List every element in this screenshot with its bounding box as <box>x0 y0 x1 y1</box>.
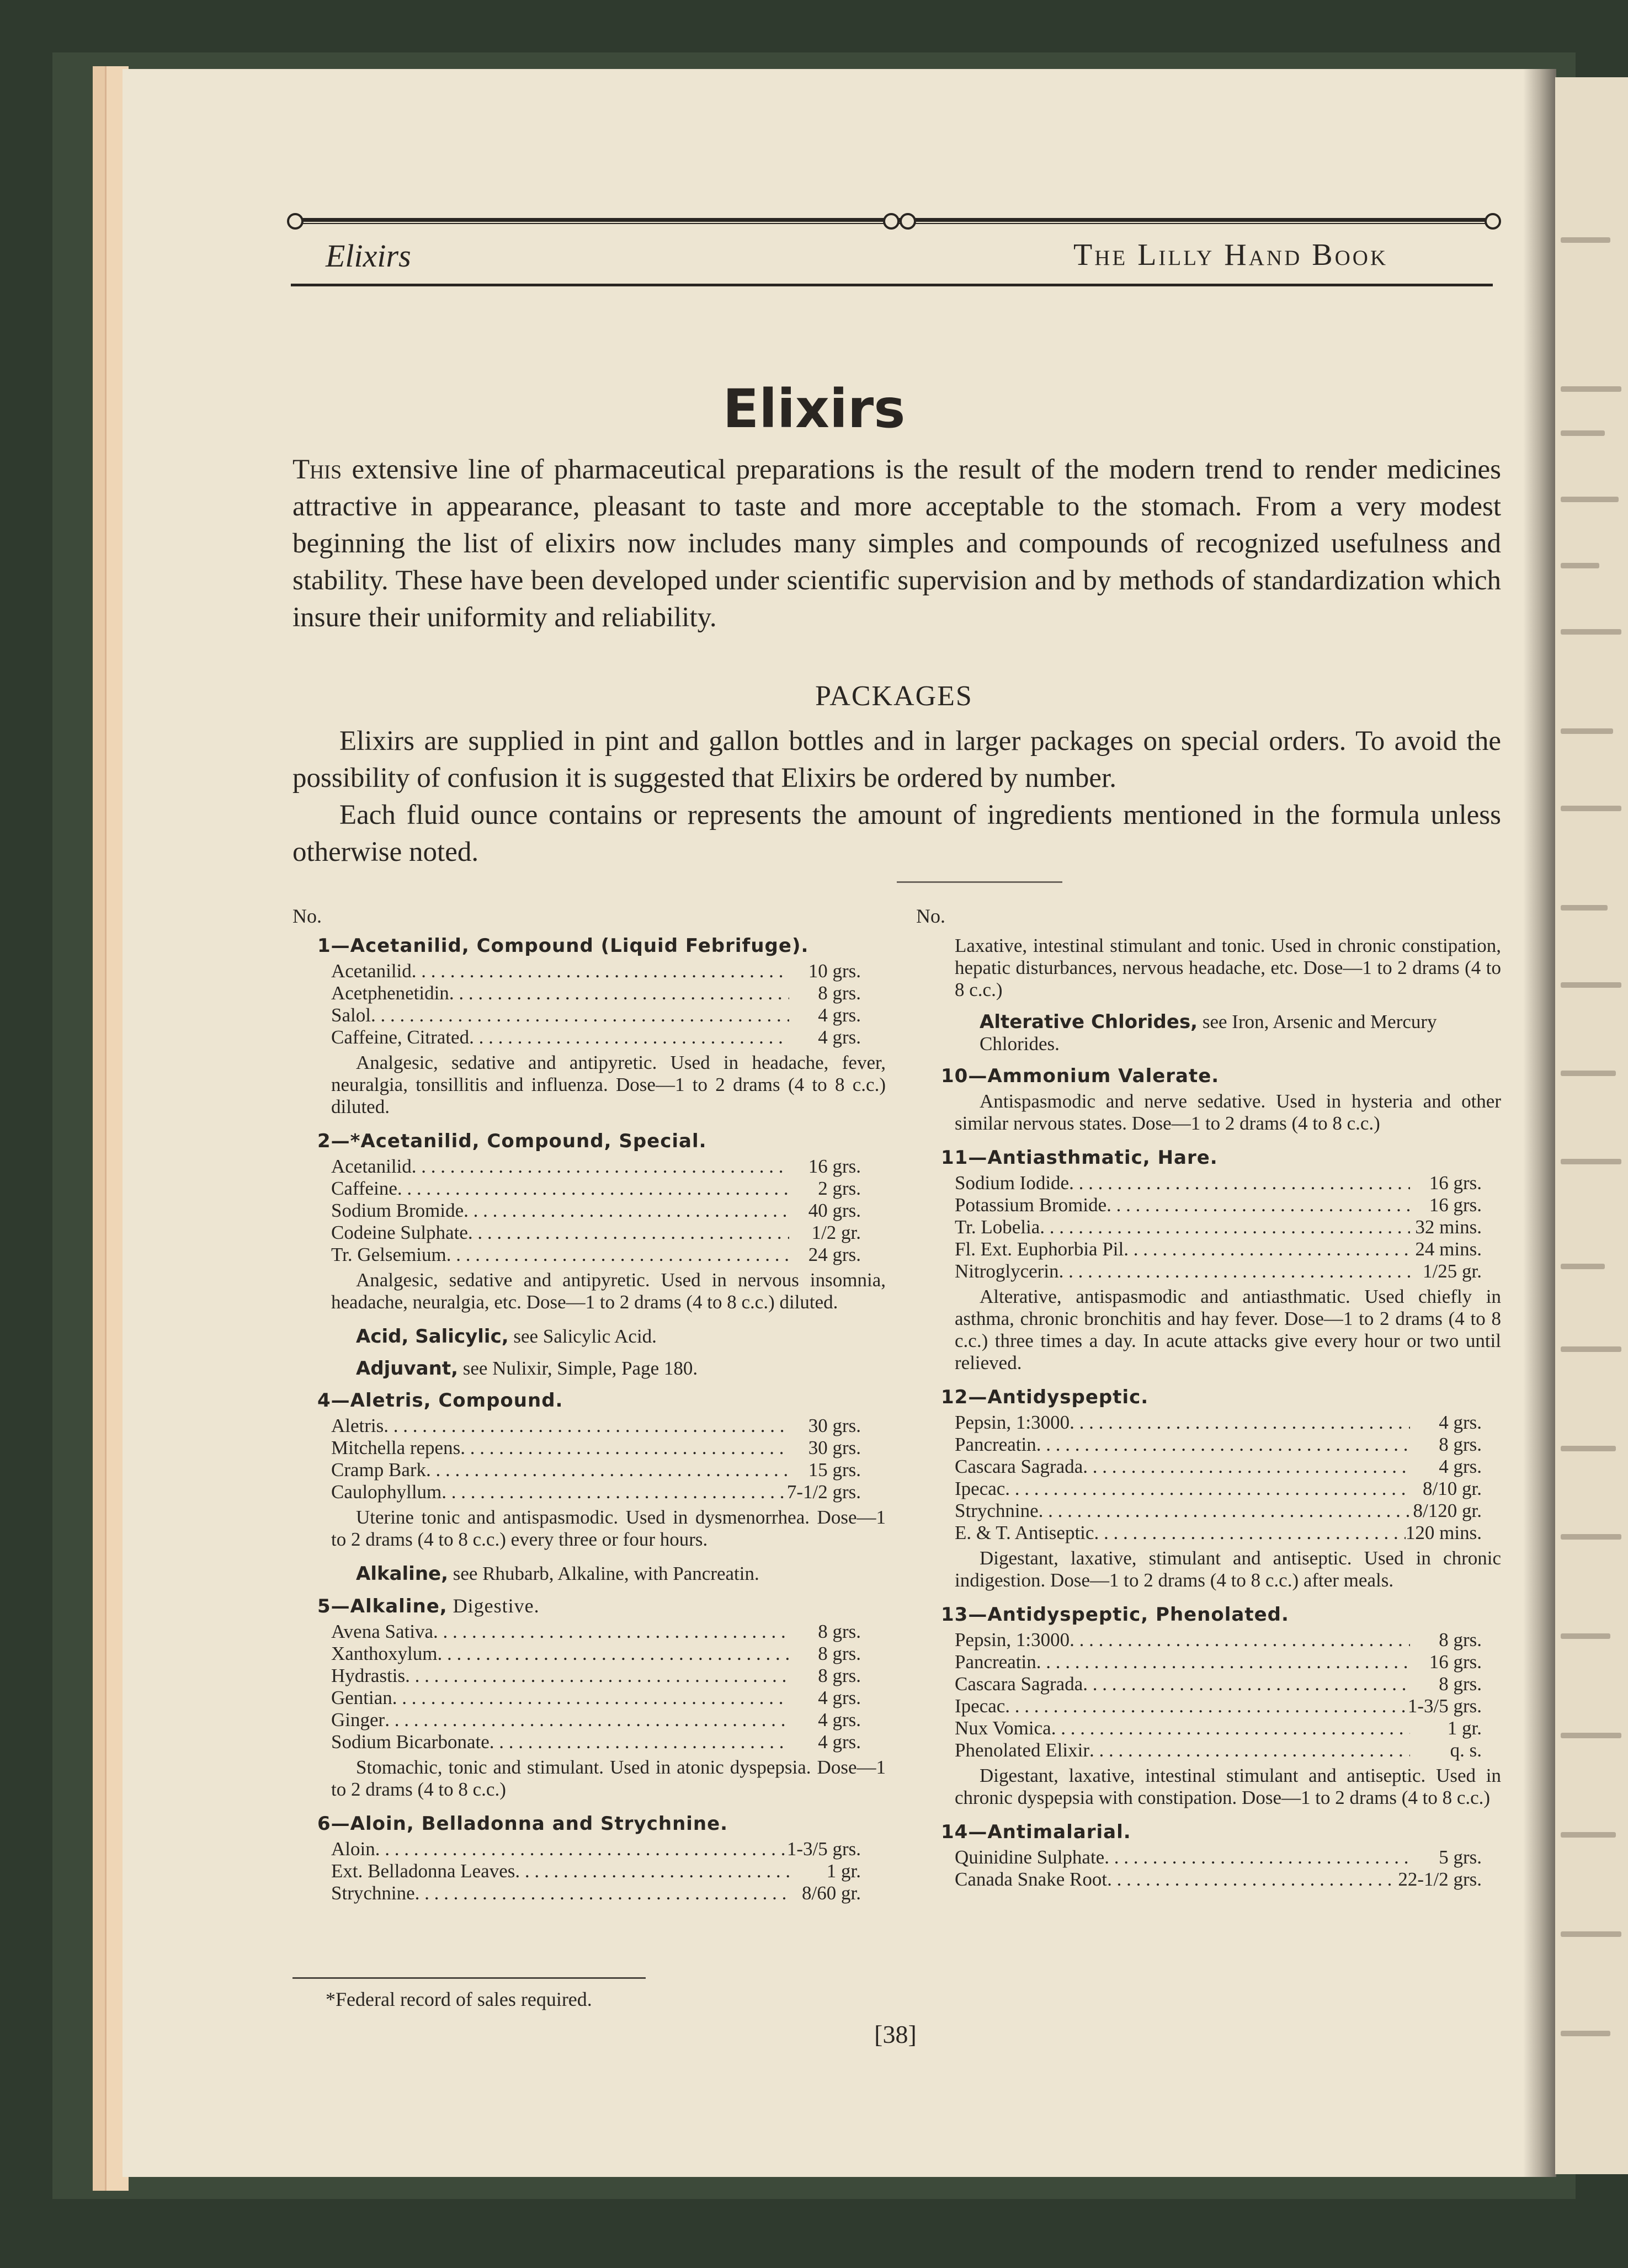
elixir-entry-5 <box>292 1595 886 1801</box>
number-label: No. <box>916 905 945 927</box>
intro-paragraph <box>292 451 1501 636</box>
ingredient-row: Caffeine, Citrated . . . 4 grs. <box>331 1026 861 1048</box>
page-number: [38] <box>874 2020 917 2048</box>
ingredient-row: Pancreatin . . . 8 grs. <box>955 1434 1482 1456</box>
ingredient-row: Xanthoxylum . . . 8 grs. <box>331 1643 861 1665</box>
entry-title: 13—Antidyspeptic, Phenolated. <box>941 1604 1289 1626</box>
ingredient-row: Avena Sativa . . . 8 grs. <box>331 1621 861 1643</box>
entry-description: Alterative, antispasmodic and antiasthmatic. Used chiefly in asthma, chronic bronchitis and hay fever. Dose—1 to 2 drams (4 to 8 c.c.) three times a day. In acute attacks give every hour or two until relieved. <box>955 1286 1501 1373</box>
ingredient-row: Aletris . . . 30 grs. <box>331 1415 861 1437</box>
header-rule <box>291 284 1493 286</box>
footnote-rule <box>292 1977 646 1979</box>
ingredient-row: Ginger . . . 4 grs. <box>331 1709 861 1731</box>
elixir-entry-2 <box>292 1130 886 1313</box>
ingredient-row: Pepsin, 1:3000 . . . 4 grs. <box>955 1412 1482 1434</box>
ingredient-row: Potassium Bromide . . . 16 grs. <box>955 1194 1482 1216</box>
ingredient-row: Strychnine . . . 8/120 gr. <box>955 1500 1482 1522</box>
ingredient-row: Sodium Bromide . . . 40 grs. <box>331 1200 861 1222</box>
entry-description: Analgesic, sedative and antipyretic. Used in headache, fever, neuralgia, tonsillitis and influenza. Dose—1 to 2 drams (4 to 8 c.c.) diluted. <box>331 1052 886 1117</box>
footnote: *Federal record of sales required. <box>326 1988 592 2010</box>
elixir-entry-14 <box>916 1821 1501 1891</box>
entry-description: Analgesic, sedative and antipyretic. Used in nervous insomnia, headache, neuralgia, etc. Dose—1 to 2 drams (4 to 8 c.c.) diluted. <box>331 1269 886 1313</box>
ingredient-row: Ipecac . . . 8/10 gr. <box>955 1478 1482 1500</box>
ingredient-row: Hydrastis . . . 8 grs. <box>331 1665 861 1687</box>
elixir-entry-1 <box>292 935 886 1118</box>
entry-title: 11—Antiasthmatic, Hare. <box>941 1147 1218 1169</box>
cross-reference: Alkaline, see Rhubarb, Alkaline, with Pancreatin. <box>356 1563 759 1585</box>
ingredient-row: Salol . . . 4 grs. <box>331 1004 861 1026</box>
entry-title: 10—Ammonium Valerate. <box>941 1065 1220 1087</box>
ingredient-row: Aloin . . . 1-3/5 grs. <box>331 1838 861 1860</box>
elixir-entry-13 <box>916 1604 1501 1809</box>
cross-reference: Adjuvant, see Nulixir, Simple, Page 180. <box>356 1357 698 1380</box>
entry-title: 4—Aletris, Compound. <box>317 1389 563 1412</box>
entry-description: Stomachic, tonic and stimulant. Used in atonic dyspepsia. Dose—1 to 2 drams (4 to 8 c.c.) <box>331 1756 886 1800</box>
entry-title: 2—*Acetanilid, Compound, Special. <box>317 1130 707 1152</box>
section-divider <box>897 881 1062 883</box>
elixir-entry-10 <box>916 1065 1501 1135</box>
right-column <box>916 905 1501 1903</box>
ingredient-row: Phenolated Elixir . . . q. s. <box>955 1739 1482 1761</box>
elixir-entry-4 <box>292 1389 886 1551</box>
elixir-entry-6 <box>292 1813 886 1904</box>
ingredient-row: Ext. Belladonna Leaves . . . 1 gr. <box>331 1860 861 1882</box>
ingredient-row: Strychnine . . . 8/60 gr. <box>331 1882 861 1904</box>
ingredient-row: Tr. Lobelia . . . 32 mins. <box>955 1216 1482 1238</box>
ingredient-row: Pancreatin . . . 16 grs. <box>955 1651 1482 1673</box>
entry-title: 14—Antimalarial. <box>941 1821 1131 1843</box>
running-header-left: Elixirs <box>326 238 411 274</box>
ingredient-row: Gentian . . . 4 grs. <box>331 1687 861 1709</box>
ingredient-row: Tr. Gelsemium . . . 24 grs. <box>331 1244 861 1266</box>
intro-text: extensive line of pharmaceutical preparations is the result of the modern trend to render medicines attractive in appearance, pleasant to taste and more acceptable to the stomach. From a very modest beginning the list of elixirs now includes many simples and compounds of recognized usefulness and stability. These have been developed under scientific supervision and by methods of standardization which insure their uniformity and reliability. <box>292 454 1501 633</box>
ingredient-row: Codeine Sulphate . . . 1/2 gr. <box>331 1222 861 1244</box>
entry-title: 6—Aloin, Belladonna and Strychnine. <box>317 1813 728 1835</box>
continued-description: Laxative, intestinal stimulant and tonic. Used in chronic constipation, hepatic disturbances, nervous headache, etc. Dose—1 to 2 drams (4 to 8 c.c.) <box>955 935 1501 1000</box>
ingredient-row: Canada Snake Root . . . 22-1/2 grs. <box>955 1868 1482 1891</box>
elixir-entry-11 <box>916 1147 1501 1374</box>
entry-description: Uterine tonic and antispasmodic. Used in dysmenorrhea. Dose—1 to 2 drams (4 to 8 c.c.) every three or four hours. <box>331 1506 886 1550</box>
running-header-right: The Lilly Hand Book <box>1073 238 1388 272</box>
ingredient-row: Cramp Bark . . . 15 grs. <box>331 1459 861 1481</box>
entry-description: Antispasmodic and nerve sedative. Used in hysteria and other similar nervous states. Dose—1 to 2 drams (4 to 8 c.c.) <box>955 1090 1501 1134</box>
ingredient-row: Sodium Bicarbonate . . . 4 grs. <box>331 1731 861 1753</box>
ingredient-row: Acetanilid . . . 16 grs. <box>331 1156 861 1178</box>
packages-paragraph-1: Elixirs are supplied in pint and gallon bottles and in larger packages on special orders. To avoid the possibility of confusion it is suggested that Elixirs be ordered by number. <box>292 726 1501 794</box>
ingredient-row: E. & T. Antiseptic . . . 120 mins. <box>955 1522 1482 1544</box>
entry-title: 5—Alkaline, Digestive. <box>317 1595 540 1617</box>
number-label: No. <box>292 905 322 927</box>
elixir-entry-12 <box>916 1386 1501 1591</box>
page-title: Elixirs <box>722 378 906 440</box>
ingredient-row: Cascara Sagrada . . . 8 grs. <box>955 1673 1482 1695</box>
cross-reference: Acid, Salicylic, see Salicylic Acid. <box>356 1325 657 1348</box>
packages-text <box>292 723 1501 871</box>
ingredient-row: Quinidine Sulphate . . . 5 grs. <box>955 1846 1482 1868</box>
ingredient-row: Nux Vomica . . . 1 gr. <box>955 1717 1482 1739</box>
left-column <box>292 905 886 1916</box>
cross-reference: Alterative Chlorides, see Iron, Arsenic and Mercury Chlorides. <box>980 1011 1437 1055</box>
packages-heading: PACKAGES <box>815 680 973 712</box>
ingredient-row: Acetanilid . . . 10 grs. <box>331 960 861 982</box>
header-ornament <box>270 213 1512 227</box>
ingredient-row: Cascara Sagrada . . . 4 grs. <box>955 1456 1482 1478</box>
ingredient-row: Caulophyllum . . . 7-1/2 grs. <box>331 1481 861 1503</box>
packages-paragraph-2: Each fluid ounce contains or represents the amount of ingredients mentioned in the formula unless otherwise noted. <box>292 800 1501 867</box>
ingredient-row: Acetphenetidin . . . 8 grs. <box>331 982 861 1004</box>
intro-lead: This <box>292 454 342 485</box>
entry-description: Digestant, laxative, stimulant and antiseptic. Used in chronic indigestion. Dose—1 to 2 drams (4 to 8 c.c.) after meals. <box>955 1547 1501 1591</box>
entry-description: Digestant, laxative, intestinal stimulant and antiseptic. Used in chronic dyspepsia with constipation. Dose—1 to 2 drams (4 to 8 c.c.) <box>955 1765 1501 1808</box>
ingredient-row: Nitroglycerin . . . 1/25 gr. <box>955 1260 1482 1282</box>
ingredient-row: Caffeine . . . 2 grs. <box>331 1178 861 1200</box>
ingredient-row: Pepsin, 1:3000 . . . 8 grs. <box>955 1629 1482 1651</box>
entry-title: 12—Antidyspeptic. <box>941 1386 1149 1408</box>
ingredient-row: Mitchella repens . . . 30 grs. <box>331 1437 861 1459</box>
entry-title: 1—Acetanilid, Compound (Liquid Febrifuge). <box>317 935 809 957</box>
ingredient-row: Fl. Ext. Euphorbia Pil . . . 24 mins. <box>955 1238 1482 1260</box>
ingredient-row: Sodium Iodide . . . 16 grs. <box>955 1172 1482 1194</box>
ingredient-row: Ipecac . . . 1-3/5 grs. <box>955 1695 1482 1717</box>
